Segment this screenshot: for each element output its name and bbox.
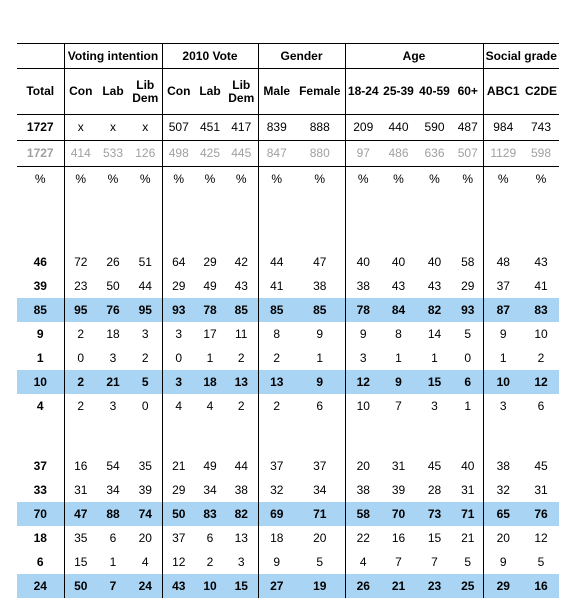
table-cell: 9 <box>483 322 523 346</box>
table-cell: 47 <box>64 502 97 526</box>
table-cell: 40 <box>391 254 406 269</box>
table-cell: 9 <box>36 326 44 341</box>
column-header: 40-59 <box>416 69 453 115</box>
table-cell: 37 <box>33 458 47 473</box>
table-cell: 38 <box>345 478 381 502</box>
table-cell: 839 <box>258 115 295 141</box>
table-cell: 6 <box>537 398 545 413</box>
table-cell: 37 <box>162 526 195 550</box>
table-cell: 20 <box>138 530 152 545</box>
table-cell: 13 <box>234 530 248 545</box>
table-cell: 2 <box>141 350 149 365</box>
table-cell: 45 <box>427 458 442 473</box>
table-cell: 74 <box>129 502 162 526</box>
table-cell: 45 <box>534 458 548 473</box>
table-cell: 18 <box>33 530 47 545</box>
table-cell: 1 <box>431 350 438 365</box>
table-cell: 43 <box>234 278 248 293</box>
table-cell: 888 <box>295 115 345 141</box>
table-cell: 1129 <box>483 141 523 167</box>
table-cell: 51 <box>138 254 152 269</box>
table-cell: 486 <box>381 141 416 167</box>
table-cell: 4 <box>345 550 381 574</box>
table-cell: 4 <box>162 394 195 418</box>
table-cell: 5 <box>537 554 545 569</box>
table-cell: 34 <box>203 482 217 497</box>
table-cell: 440 <box>381 115 416 141</box>
table-cell: 24 <box>17 574 64 598</box>
table-cell: 70 <box>381 502 416 526</box>
table-row <box>17 322 559 346</box>
table-cell: 18 <box>106 326 120 341</box>
table-cell: % <box>204 172 216 186</box>
table-cell: 2 <box>64 394 97 418</box>
table-cell: 73 <box>416 502 453 526</box>
table-cell: 18 <box>258 526 295 550</box>
table-cell: 93 <box>453 298 483 322</box>
table-cell: 78 <box>195 298 225 322</box>
table-cell: 26 <box>345 574 381 598</box>
table-cell: 590 <box>416 115 453 141</box>
table-cell: 22 <box>345 526 381 550</box>
table-cell: % <box>535 172 547 186</box>
unweighted-base-row <box>17 115 559 141</box>
table-row <box>17 526 559 550</box>
column-header: Lib Dem <box>129 69 162 115</box>
table-cell: 1 <box>395 350 402 365</box>
table-cell: 209 <box>345 115 381 141</box>
table-cell: 83 <box>523 298 559 322</box>
table-cell: 70 <box>17 502 64 526</box>
table-cell: 7 <box>395 554 402 569</box>
table-cell: 71 <box>295 502 345 526</box>
column-header: 18-24 <box>345 69 381 115</box>
column-header: ABC1 <box>483 69 523 115</box>
table-cell: 25 <box>453 574 483 598</box>
table-cell: 38 <box>313 278 327 293</box>
table-cell: 1 <box>36 350 44 365</box>
table-cell: 16 <box>523 574 559 598</box>
table-cell: 50 <box>162 502 195 526</box>
table-cell: 10 <box>195 574 225 598</box>
table-cell: 43 <box>162 574 195 598</box>
table-cell: 29 <box>162 478 195 502</box>
table-cell: 636 <box>416 141 453 167</box>
table-cell: 76 <box>97 298 129 322</box>
table-cell: 4 <box>36 398 44 413</box>
table-cell: 31 <box>461 482 475 497</box>
table-row <box>17 394 559 418</box>
table-cell: 34 <box>106 482 120 497</box>
column-header: 25-39 <box>381 69 416 115</box>
table-cell: 2 <box>64 370 97 394</box>
table-cell: 72 <box>64 250 97 274</box>
table-cell: 507 <box>453 141 483 167</box>
table-cell: 0 <box>464 350 472 365</box>
table-cell: 17 <box>203 326 217 341</box>
table-cell: 43 <box>534 254 548 269</box>
table-cell: 2 <box>258 346 295 370</box>
table-cell: 5 <box>464 326 472 341</box>
group-header-2010-vote: 2010 Vote <box>162 44 258 69</box>
table-row <box>17 298 559 322</box>
table-cell: 95 <box>64 298 97 322</box>
table-cell: 26 <box>106 254 120 269</box>
table-cell: 21 <box>461 530 475 545</box>
table-cell: 82 <box>225 502 258 526</box>
weighted-base-row <box>17 141 559 167</box>
column-header: Total <box>17 69 64 115</box>
column-header: Con <box>64 69 97 115</box>
table-cell: 38 <box>234 482 248 497</box>
table-cell: 49 <box>203 458 217 473</box>
table-cell: 39 <box>138 482 152 497</box>
table-cell: 16 <box>391 530 406 545</box>
table-row <box>17 502 559 526</box>
table-cell: 0 <box>141 398 149 413</box>
table-cell: 41 <box>534 278 548 293</box>
table-cell: % <box>139 172 151 186</box>
table-cell: % <box>258 167 295 193</box>
table-cell: 8 <box>395 326 402 341</box>
table-cell: 6 <box>316 398 324 413</box>
table-cell: 880 <box>295 141 345 167</box>
table-cell: 5 <box>129 370 162 394</box>
table-cell: 97 <box>345 141 381 167</box>
table-cell: 417 <box>225 115 258 141</box>
table-row <box>17 250 559 274</box>
table-cell: x <box>97 115 129 141</box>
table-cell: 35 <box>138 458 152 473</box>
table-cell: 10 <box>17 370 64 394</box>
table-cell: 8 <box>258 322 295 346</box>
table-cell: 78 <box>345 298 381 322</box>
table-cell: 414 <box>64 141 97 167</box>
table-cell: 49 <box>203 278 217 293</box>
table-cell: 54 <box>106 458 120 473</box>
table-cell: 82 <box>416 298 453 322</box>
table-cell: 0 <box>162 346 195 370</box>
table-cell: 3 <box>483 394 523 418</box>
table-cell: 6 <box>206 530 214 545</box>
table-cell: 2 <box>258 394 295 418</box>
group-header-social-grade: Social grade <box>483 44 559 69</box>
table-cell: 10 <box>345 394 381 418</box>
table-cell: % <box>314 172 326 186</box>
table-cell: 3 <box>237 554 245 569</box>
table-cell: 37 <box>258 454 295 478</box>
table-cell: 533 <box>97 141 129 167</box>
column-header-row <box>17 69 559 115</box>
table-cell: 12 <box>345 370 381 394</box>
table-row <box>17 574 559 598</box>
table-cell: 76 <box>523 502 559 526</box>
table-cell: 4 <box>141 554 149 569</box>
table-cell: 425 <box>195 141 225 167</box>
table-cell: 32 <box>483 478 523 502</box>
table-cell: 507 <box>162 115 195 141</box>
table-cell: % <box>64 167 97 193</box>
table-cell: 3 <box>109 398 117 413</box>
table-cell: % <box>235 172 247 186</box>
table-row <box>17 346 559 370</box>
table-cell: 34 <box>313 482 327 497</box>
table-cell: 39 <box>33 278 47 293</box>
column-header: 60+ <box>453 69 483 115</box>
table-cell: 20 <box>313 530 327 545</box>
table-cell: 40 <box>345 250 381 274</box>
table-cell: 85 <box>258 298 295 322</box>
table-cell: 38 <box>345 274 381 298</box>
table-cell: 37 <box>483 274 523 298</box>
table-cell: 32 <box>258 478 295 502</box>
table-cell: 9 <box>316 326 324 341</box>
table-cell: 1 <box>109 554 117 569</box>
table-cell: 6 <box>453 370 483 394</box>
table-cell: 7 <box>395 398 402 413</box>
table-row <box>17 274 559 298</box>
table-cell: 3 <box>141 326 149 341</box>
table-cell: 1727 <box>17 115 64 141</box>
table-cell: 20 <box>345 454 381 478</box>
table-cell: 9 <box>258 550 295 574</box>
table-cell: 41 <box>258 274 295 298</box>
table-cell: 19 <box>295 574 345 598</box>
table-cell: 3 <box>162 322 195 346</box>
column-header: Lib Dem <box>225 69 258 115</box>
table-cell: 58 <box>345 502 381 526</box>
table-cell: 12 <box>162 550 195 574</box>
table-cell: 37 <box>313 458 327 473</box>
table-cell: 10 <box>483 370 523 394</box>
column-header: Female <box>295 69 345 115</box>
table-cell: 10 <box>534 326 548 341</box>
table-cell: 984 <box>483 115 523 141</box>
table-cell: 15 <box>416 370 453 394</box>
table-cell: % <box>345 167 381 193</box>
table-cell: 21 <box>381 574 416 598</box>
table-cell: 31 <box>534 482 548 497</box>
column-header: Male <box>258 69 295 115</box>
table-cell: 15 <box>64 550 97 574</box>
group-header-empty <box>17 44 64 69</box>
table-cell: % <box>462 172 474 186</box>
spacer-row <box>17 418 559 454</box>
table-cell: % <box>162 167 195 193</box>
table-cell: 3 <box>109 350 117 365</box>
table-cell: 42 <box>234 254 248 269</box>
table-cell: 29 <box>461 278 475 293</box>
table-cell: 44 <box>258 250 295 274</box>
table-cell: 0 <box>64 346 97 370</box>
table-cell: x <box>64 115 97 141</box>
table-cell: 21 <box>97 370 129 394</box>
table-cell: 3 <box>345 346 381 370</box>
table-cell: 445 <box>225 141 258 167</box>
table-row <box>17 478 559 502</box>
table-cell: 88 <box>97 502 129 526</box>
table-cell: 71 <box>453 502 483 526</box>
table-cell: 1 <box>206 350 214 365</box>
table-cell: 2 <box>237 398 245 413</box>
table-cell: 24 <box>129 574 162 598</box>
table-cell: 83 <box>195 502 225 526</box>
table-cell: 9 <box>381 370 416 394</box>
table-row <box>17 550 559 574</box>
table-cell: 29 <box>162 274 195 298</box>
table-cell: 87 <box>483 298 523 322</box>
table-cell: 85 <box>17 298 64 322</box>
column-header: Lab <box>97 69 129 115</box>
table-cell: 2 <box>537 350 545 365</box>
table-cell: 65 <box>483 502 523 526</box>
table-cell: 95 <box>129 298 162 322</box>
crosstab-table <box>17 43 559 598</box>
table-cell: 58 <box>461 254 475 269</box>
table-cell: 12 <box>534 530 548 545</box>
group-header-gender: Gender <box>258 44 345 69</box>
table-cell: 43 <box>427 278 442 293</box>
group-header-age: Age <box>345 44 483 69</box>
table-cell: 29 <box>483 574 523 598</box>
table-cell: 1727 <box>17 141 64 167</box>
table-cell: 1 <box>464 398 472 413</box>
table-cell: 85 <box>225 298 258 322</box>
table-cell: 23 <box>64 274 97 298</box>
table-cell: 28 <box>427 482 442 497</box>
table-cell: 6 <box>36 554 44 569</box>
spacer-row <box>17 192 559 250</box>
column-header: Lab <box>195 69 225 115</box>
table-cell: 7 <box>431 554 438 569</box>
table-cell: 44 <box>138 278 152 293</box>
table-cell: 18 <box>195 370 225 394</box>
table-cell: 1 <box>316 350 324 365</box>
table-cell: 47 <box>313 254 327 269</box>
table-cell: 64 <box>162 250 195 274</box>
table-cell: 93 <box>162 298 195 322</box>
table-cell: 44 <box>234 458 248 473</box>
table-cell: 126 <box>129 141 162 167</box>
table-cell: 38 <box>483 454 523 478</box>
table-cell: 12 <box>523 370 559 394</box>
table-cell: 50 <box>106 278 120 293</box>
table-row <box>17 454 559 478</box>
table-cell: 2 <box>206 554 214 569</box>
table-cell: 14 <box>427 326 442 341</box>
table-cell: 11 <box>235 326 248 341</box>
table-cell: 46 <box>33 254 47 269</box>
table-cell: 84 <box>381 298 416 322</box>
group-header-voting: Voting intention <box>64 44 162 69</box>
percent-row <box>17 167 559 193</box>
table-cell: 21 <box>162 454 195 478</box>
table-cell: 69 <box>258 502 295 526</box>
group-header-row <box>17 44 559 69</box>
column-header: C2DE <box>523 69 559 115</box>
table-cell: 15 <box>225 574 258 598</box>
table-cell: % <box>393 172 404 186</box>
table-cell: 598 <box>523 141 559 167</box>
table-cell: 3 <box>162 370 195 394</box>
table-cell: x <box>129 115 162 141</box>
table-cell: % <box>34 172 46 186</box>
table-cell: 4 <box>206 398 214 413</box>
table-cell: 43 <box>391 278 406 293</box>
column-header: Con <box>162 69 195 115</box>
table-cell: 40 <box>461 458 475 473</box>
table-cell: 6 <box>109 530 117 545</box>
table-cell: 15 <box>427 530 442 545</box>
table-cell: 85 <box>295 298 345 322</box>
table-cell: 13 <box>258 370 295 394</box>
table-cell: 9 <box>345 322 381 346</box>
table-cell: 33 <box>33 482 47 497</box>
table-cell: 23 <box>416 574 453 598</box>
table-cell: 5 <box>316 554 324 569</box>
table-cell: 31 <box>391 458 406 473</box>
table-cell: % <box>429 172 440 186</box>
table-cell: 2 <box>237 350 245 365</box>
table-cell: 20 <box>483 526 523 550</box>
table-cell: 743 <box>523 115 559 141</box>
table-cell: 16 <box>64 454 97 478</box>
table-cell: % <box>107 172 119 186</box>
table-cell: 9 <box>483 550 523 574</box>
table-cell: 498 <box>162 141 195 167</box>
table-row <box>17 370 559 394</box>
table-cell: 451 <box>195 115 225 141</box>
table-cell: 5 <box>464 554 472 569</box>
table-cell: 50 <box>64 574 97 598</box>
table-cell: 2 <box>64 322 97 346</box>
table-cell: 487 <box>453 115 483 141</box>
table-cell: 13 <box>225 370 258 394</box>
table-cell: 40 <box>427 254 442 269</box>
table-cell: 3 <box>431 398 438 413</box>
table-cell: 9 <box>295 370 345 394</box>
table-cell: 27 <box>258 574 295 598</box>
table-cell: 35 <box>64 526 97 550</box>
table-cell: 847 <box>258 141 295 167</box>
table-cell: 1 <box>483 346 523 370</box>
table-cell: 48 <box>483 250 523 274</box>
table-cell: % <box>483 167 523 193</box>
table-cell: 39 <box>391 482 406 497</box>
table-cell: 7 <box>97 574 129 598</box>
table-cell: 31 <box>64 478 97 502</box>
table-cell: 29 <box>203 254 217 269</box>
